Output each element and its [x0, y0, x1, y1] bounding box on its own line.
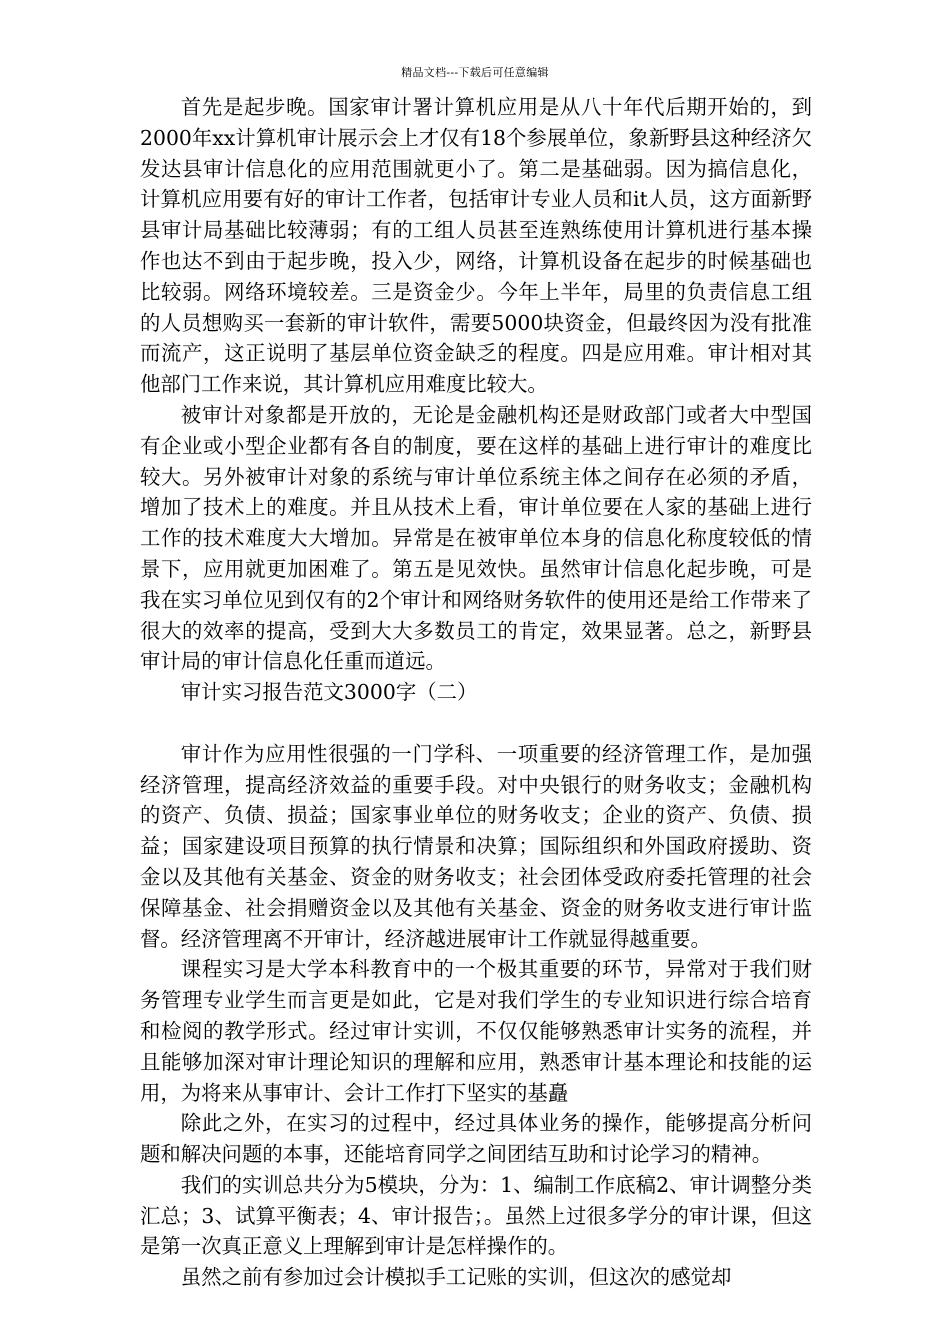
paragraph: 虽然之前有参加过会计模拟手工记账的实训，但这次的感觉却: [180, 1265, 732, 1290]
page-header: 精品文档---下载后可任意编辑: [401, 66, 549, 79]
paragraph: 我们的实训总共分为5模块，分为：1、编制工作底稿2、审计调整分类汇总；3、试算平衡表；4、审计报告；。虽然上过很多学分的审计课，但这是第一次真正意义上理解到审计是怎样操作的。: [140, 1172, 812, 1259]
paragraph: 被审计对象都是开放的，无论是金融机构还是财政部门或者大中型国有企业或小型企业都有各自的制度，要在这样的基础上进行审计的难度比较大。另外被审计对象的系统与审计单位系统主体之间存在必须的矛盾，增加了技术上的难度。并且从技术上看，审计单位要在人家的基础上进行工作的技术难度大大增加。异常是在被审单位本身的信息化称度较低的情景下，应用就更加困难了。第五是见效快。虽然审计信息化起步晚，可是我在实习单位见到仅有的2个审计和网络财务软件的使用还是给工作带来了很大的效率的提高，受到大大多数员工的肯定，效果显著。总之，新野县审计局的审计信息化任重而道远。: [140, 402, 812, 674]
section-title: 审计实习报告范文3000字（二）: [180, 680, 478, 705]
paragraph: 课程实习是大学本科教育中的一个极其重要的环节，异常对于我们财务管理专业学生而言更是如此，它是对我们学生的专业知识进行综合培育和检阅的教学形式。经过审计实训，不仅仅能够熟悉审计实务的流程，并且能够加深对审计理论知识的理解和应用，熟悉审计基本理论和技能的运用，为将来从事审计、会计工作打下坚实的基矗: [140, 957, 812, 1105]
paragraph: 审计作为应用性很强的一门学科、一项重要的经济管理工作，是加强经济管理，提高经济效益的重要手段。对中央银行的财务收支；金融机构的资产、负债、损益；国家事业单位的财务收支；企业的资产、负债、损益；国家建设项目预算的执行情景和决算；国际组织和外国政府援助、资金以及其他有关基金、资金的财务收支；社会团体受政府委托管理的社会保障基金、社会捐赠资金以及其他有关基金、资金的财务收支进行审计监督。经济管理离不开审计，经济越进展审计工作就显得越重要。: [140, 741, 812, 951]
document-body: [140, 92, 812, 1293]
blank-line: [140, 708, 812, 739]
paragraph: 首先是起步晚。国家审计署计算机应用是从八十年代后期开始的，到2000年xx计算机审计展示会上才仅有18个参展单位，象新野县这种经济欠发达县审计信息化的应用范围就更小了。第二是基础弱。因为搞信息化，计算机应用要有好的审计工作者，包括审计专业人员和it人员，这方面新野县审计局基础比较薄弱；有的工组人员甚至连熟练使用计算机进行基本操作也达不到由于起步晚，投入少，网络，计算机设备在起步的时候基础也比较弱。网络环境较差。三是资金少。今年上半年，局里的负责信息工组的人员想购买一套新的审计软件，需要5000块资金，但最终因为没有批准而流产，这正说明了基层单位资金缺乏的程度。四是应用难。审计相对其他部门工作来说，其计算机应用难度比较大。: [140, 95, 812, 397]
paragraph: 除此之外，在实习的过程中，经过具体业务的操作，能够提高分析问题和解决问题的本事，还能培育同学之间团结互助和讨论学习的精神。: [140, 1111, 812, 1167]
